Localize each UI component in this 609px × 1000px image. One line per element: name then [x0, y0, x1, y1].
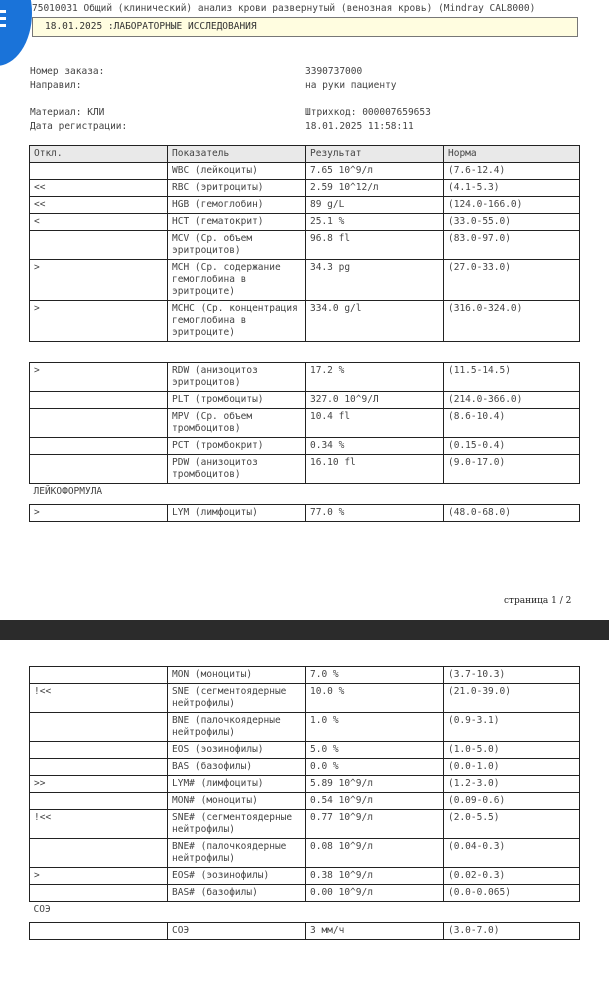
cell-deviation [30, 885, 168, 902]
cell-deviation: << [30, 197, 168, 214]
table-header-row [30, 146, 580, 163]
table-row [30, 260, 580, 301]
cell-deviation [30, 163, 168, 180]
cell-deviation: > [30, 505, 168, 522]
cell-deviation: << [30, 180, 168, 197]
table-row [30, 923, 580, 940]
table-row [30, 214, 580, 231]
section-banner: 18.01.2025 :ЛАБОРАТОРНЫЕ ИССЛЕДОВАНИЯ [32, 17, 578, 37]
cell-parameter: SNE (сегментоядерные нейтрофилы) [168, 684, 306, 713]
cell-norm: (3.7-10.3) [444, 667, 580, 684]
section-row [30, 902, 580, 923]
cell-parameter: WBC (лейкоциты) [168, 163, 306, 180]
table-row [30, 231, 580, 260]
table-row [30, 885, 580, 902]
cell-result: 96.8 fl [306, 231, 444, 260]
table-row [30, 438, 580, 455]
table-row [30, 684, 580, 713]
cell-norm: (0.15-0.4) [444, 438, 580, 455]
page-2 [0, 640, 609, 1000]
cell-norm: (21.0-39.0) [444, 684, 580, 713]
col-header-result: Результат [306, 146, 444, 163]
table-row [30, 180, 580, 197]
section-label: СОЭ [30, 902, 580, 923]
cell-norm: (3.0-7.0) [444, 923, 580, 940]
cell-result: 89 g/L [306, 197, 444, 214]
table-row [30, 301, 580, 342]
table-row [30, 713, 580, 742]
cell-result: 25.1 % [306, 214, 444, 231]
analysis-title: 75010031 Общий (клинический) анализ крови развернутый (венозная кровь) (Mindray CAL8000) [32, 3, 536, 14]
cell-parameter: HGB (гемоглобин) [168, 197, 306, 214]
cell-norm: (0.02-0.3) [444, 868, 580, 885]
cell-result: 34.3 pg [306, 260, 444, 301]
page-indicator: страница 1 / 2 [504, 596, 572, 606]
cell-norm: (33.0-55.0) [444, 214, 580, 231]
cell-norm: (1.0-5.0) [444, 742, 580, 759]
sent-value: на руки пациенту [305, 80, 397, 91]
cell-result: 2.59 10^12/л [306, 180, 444, 197]
cell-parameter: SNE# (сегментоядерные нейтрофилы) [168, 810, 306, 839]
table-row [30, 505, 580, 522]
cell-deviation: > [30, 301, 168, 342]
cell-norm: (9.0-17.0) [444, 455, 580, 484]
col-header-deviation: Откл. [30, 146, 168, 163]
cell-result: 10.4 fl [306, 409, 444, 438]
cell-parameter: СОЭ [168, 923, 306, 940]
cell-norm: (0.0-1.0) [444, 759, 580, 776]
section-row [30, 342, 580, 363]
cell-parameter: MCH (Ср. содержание гемоглобина в эритроците) [168, 260, 306, 301]
cell-result: 0.38 10^9/л [306, 868, 444, 885]
page-separator [0, 620, 609, 640]
col-header-norm: Норма [444, 146, 580, 163]
cell-result: 334.0 g/l [306, 301, 444, 342]
cell-result: 0.54 10^9/л [306, 793, 444, 810]
cell-norm: (11.5-14.5) [444, 363, 580, 392]
cell-norm: (0.09-0.6) [444, 793, 580, 810]
table-row [30, 363, 580, 392]
cell-deviation [30, 923, 168, 940]
cell-norm: (316.0-324.0) [444, 301, 580, 342]
table-row [30, 868, 580, 885]
cell-result: 7.65 10^9/л [306, 163, 444, 180]
cell-result: 7.0 % [306, 667, 444, 684]
cell-deviation: !<< [30, 810, 168, 839]
cell-result: 0.00 10^9/л [306, 885, 444, 902]
cell-norm: (0.04-0.3) [444, 839, 580, 868]
cell-deviation [30, 392, 168, 409]
cell-parameter: PCT (тромбокрит) [168, 438, 306, 455]
cell-parameter: BNE (палочкоядерные нейтрофилы) [168, 713, 306, 742]
cell-parameter: BAS (базофилы) [168, 759, 306, 776]
cell-parameter: PLT (тромбоциты) [168, 392, 306, 409]
cell-parameter: HCT (гематокрит) [168, 214, 306, 231]
cell-parameter: EOS (эозинофилы) [168, 742, 306, 759]
results-table-page-1 [29, 145, 580, 522]
cell-result: 0.77 10^9/л [306, 810, 444, 839]
cell-norm: (48.0-68.0) [444, 505, 580, 522]
cell-result: 77.0 % [306, 505, 444, 522]
barcode: Штрихкод: 000007659653 [305, 107, 431, 118]
cell-result: 5.0 % [306, 742, 444, 759]
cell-parameter: MON (моноциты) [168, 667, 306, 684]
cell-norm: (124.0-166.0) [444, 197, 580, 214]
cell-deviation: < [30, 214, 168, 231]
cell-parameter: BNE# (палочкоядерные нейтрофилы) [168, 839, 306, 868]
cell-norm: (83.0-97.0) [444, 231, 580, 260]
cell-parameter: MPV (Ср. объем тромбоцитов) [168, 409, 306, 438]
table-row [30, 409, 580, 438]
cell-norm: (7.6-12.4) [444, 163, 580, 180]
section-label [30, 342, 580, 363]
cell-norm: (0.9-3.1) [444, 713, 580, 742]
material-label: Материал: КЛИ [30, 107, 105, 118]
cell-parameter: MON# (моноциты) [168, 793, 306, 810]
cell-norm: (0.0-0.065) [444, 885, 580, 902]
section-row [30, 484, 580, 505]
cell-deviation [30, 713, 168, 742]
table-row [30, 667, 580, 684]
cell-parameter: RBC (эритроциты) [168, 180, 306, 197]
cell-deviation [30, 839, 168, 868]
cell-deviation: > [30, 363, 168, 392]
table-row [30, 759, 580, 776]
table-row [30, 455, 580, 484]
cell-deviation [30, 793, 168, 810]
cell-parameter: LYM (лимфоциты) [168, 505, 306, 522]
table-row [30, 197, 580, 214]
cell-result: 1.0 % [306, 713, 444, 742]
cell-result: 17.2 % [306, 363, 444, 392]
cell-deviation [30, 409, 168, 438]
cell-result: 10.0 % [306, 684, 444, 713]
cell-parameter: RDW (анизоцитоз эритроцитов) [168, 363, 306, 392]
table-row [30, 776, 580, 793]
cell-norm: (8.6-10.4) [444, 409, 580, 438]
cell-result: 0.08 10^9/л [306, 839, 444, 868]
table-row [30, 810, 580, 839]
registration-value: 18.01.2025 11:58:11 [305, 121, 414, 132]
cell-result: 16.10 fl [306, 455, 444, 484]
table-row [30, 392, 580, 409]
cell-deviation [30, 455, 168, 484]
registration-label: Дата регистрации: [30, 121, 128, 132]
cell-parameter: PDW (анизоцитоз тромбоцитов) [168, 455, 306, 484]
cell-deviation [30, 742, 168, 759]
cell-norm: (2.0-5.5) [444, 810, 580, 839]
cell-norm: (1.2-3.0) [444, 776, 580, 793]
cell-deviation: > [30, 260, 168, 301]
cell-deviation [30, 438, 168, 455]
table-row [30, 793, 580, 810]
cell-parameter: MCV (Ср. объем эритроцитов) [168, 231, 306, 260]
cell-parameter: BAS# (базофилы) [168, 885, 306, 902]
cell-norm: (214.0-366.0) [444, 392, 580, 409]
cell-deviation: >> [30, 776, 168, 793]
table-row [30, 839, 580, 868]
col-header-parameter: Показатель [168, 146, 306, 163]
cell-result: 327.0 10^9/Л [306, 392, 444, 409]
cell-parameter: MCHC (Ср. концентрация гемоглобина в эритроците) [168, 301, 306, 342]
cell-deviation: !<< [30, 684, 168, 713]
table-row [30, 163, 580, 180]
section-label: ЛЕЙКОФОРМУЛА [30, 484, 580, 505]
cell-norm: (4.1-5.3) [444, 180, 580, 197]
cell-norm: (27.0-33.0) [444, 260, 580, 301]
cell-deviation [30, 231, 168, 260]
order-label: Номер заказа: [30, 66, 105, 77]
cell-parameter: LYM# (лимфоциты) [168, 776, 306, 793]
cell-result: 0.34 % [306, 438, 444, 455]
cell-result: 3 мм/ч [306, 923, 444, 940]
cell-result: 5.89 10^9/л [306, 776, 444, 793]
cell-deviation: > [30, 868, 168, 885]
table-row [30, 742, 580, 759]
cell-deviation [30, 759, 168, 776]
results-table-page-2 [29, 666, 580, 940]
sent-label: Направил: [30, 80, 82, 91]
cell-parameter: EOS# (эозинофилы) [168, 868, 306, 885]
cell-result: 0.0 % [306, 759, 444, 776]
cell-deviation [30, 667, 168, 684]
order-value: 3390737000 [305, 66, 363, 77]
menu-icon[interactable] [0, 10, 8, 32]
